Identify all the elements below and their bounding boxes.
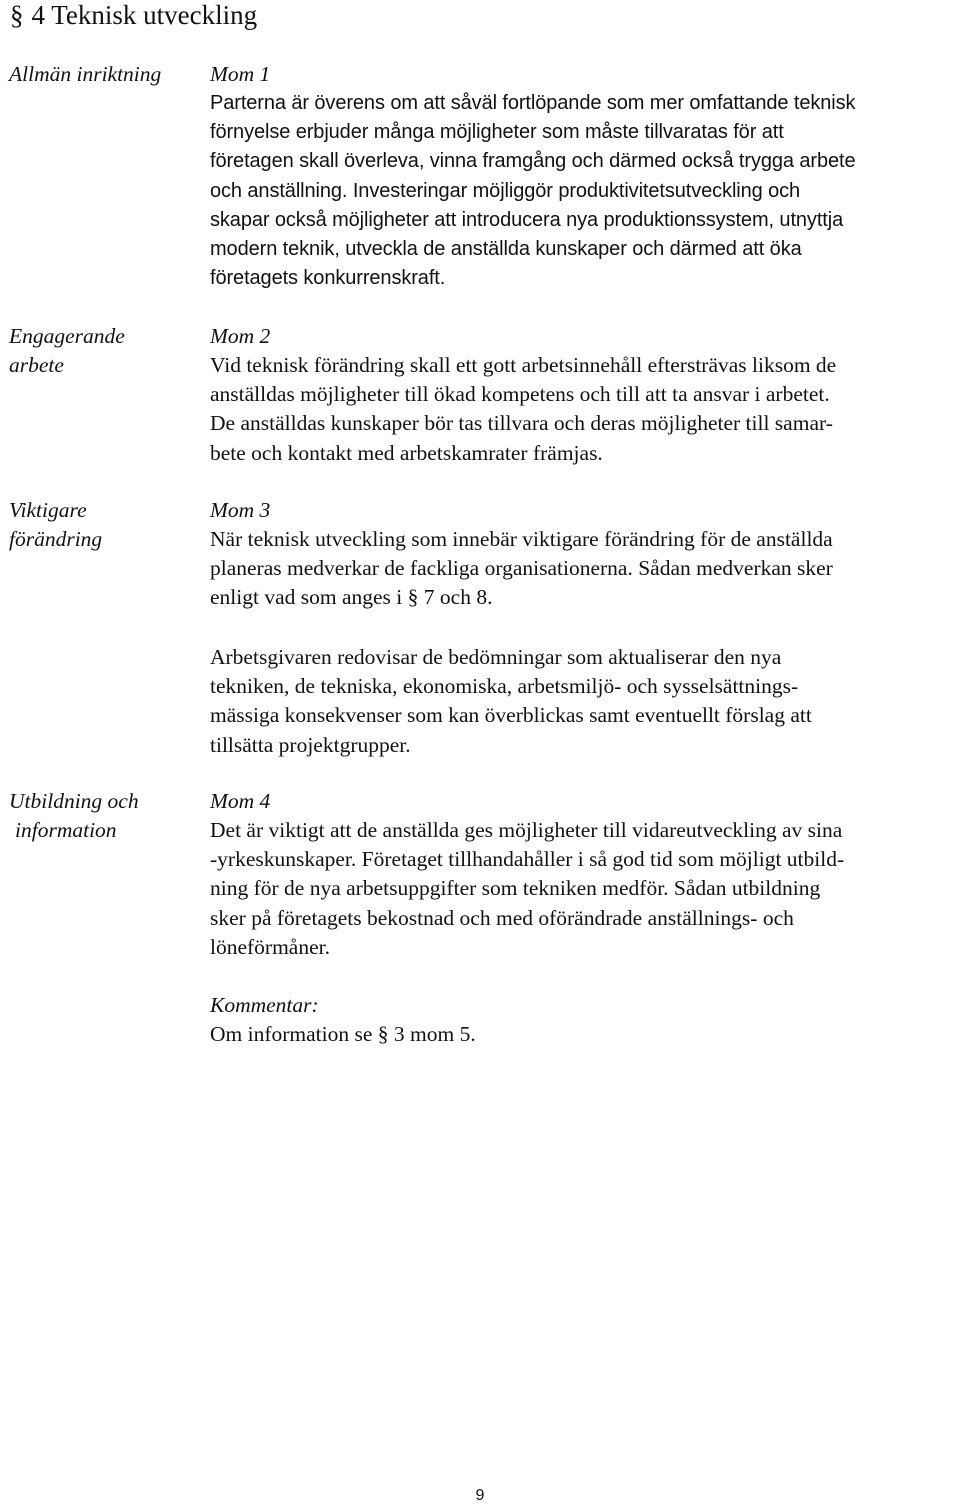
chapter-title: 4 Teknisk utveckling xyxy=(31,0,258,30)
paragraph-line: företagets konkurrenskraft. xyxy=(210,267,446,290)
section-symbol: § xyxy=(10,0,24,30)
mom-4-paragraph xyxy=(210,816,960,962)
paragraph-line: ning för de nya arbetsuppgifter som tekniken medför. Sådan utbildning xyxy=(210,876,821,901)
side-label-line: Utbildning och xyxy=(9,789,139,813)
paragraph-line: När teknisk utveckling som innebär viktigare förändring för de anställda xyxy=(210,527,833,551)
paragraph-line: De anställdas kunskaper bör tas tillvara och deras möjligheter till samar- xyxy=(210,411,833,436)
paragraph-line: sker på företagets bekostnad och med oförändrade anställnings- och xyxy=(210,905,794,930)
paragraph-line: Arbetsgivaren redovisar de bedömningar som aktualiserar den nya xyxy=(210,645,782,669)
mom-heading-2: Mom 2 xyxy=(210,324,271,348)
side-label-line: information xyxy=(15,818,117,843)
paragraph-line: mässiga konsekvenser som kan överblickas samt eventuellt förslag att xyxy=(210,703,812,728)
comment-text xyxy=(210,1020,960,1049)
side-label-line: Engagerande xyxy=(9,324,125,348)
paragraph-line: tekniken, de tekniska, ekonomiska, arbetsmiljö- och sysselsättnings- xyxy=(210,674,799,699)
mom-heading-1: Mom 1 xyxy=(210,62,271,86)
chapter-heading xyxy=(10,0,257,30)
paragraph-line: Det är viktigt att de anställda ges möjligheter till vidareutveckling av sina xyxy=(210,818,843,842)
mom-heading-3: Mom 3 xyxy=(210,498,271,522)
side-label-line: Viktigare xyxy=(9,498,87,522)
comment-label: Kommentar: xyxy=(210,993,319,1017)
paragraph-line: -yrkeskunskaper. Företaget tillhandahåller i så god tid som möjligt utbild- xyxy=(210,847,845,872)
side-label-allman-inriktning xyxy=(9,60,199,89)
paragraph-line: modern teknik, utveckla de anställda kunskaper och därmed att öka xyxy=(210,238,802,261)
page-number: 9 xyxy=(475,1487,485,1504)
mom-3-paragraph-2 xyxy=(210,643,960,760)
paragraph-line: enligt vad som anges i § 7 och 8. xyxy=(210,585,493,610)
paragraph-line: företagen skall överleva, vinna framgång och därmed också trygga arbete xyxy=(210,150,856,173)
mom-heading-4: Mom 4 xyxy=(210,789,271,813)
paragraph-line: skapar också möjligheter att introducera nya produktionssystem, utnyttja xyxy=(210,208,844,231)
paragraph-line: planeras medverkar de fackliga organisationerna. Sådan medverkan sker xyxy=(210,556,833,581)
paragraph-line: Om information se § 3 mom 5. xyxy=(210,1022,476,1046)
paragraph-line: och anställning. Investeringar möjliggör produktivitetsutveckling och xyxy=(210,179,801,202)
side-label-line: arbete xyxy=(9,353,64,378)
paragraph-line: bete och kontakt med arbetskamrater främjas. xyxy=(210,440,603,465)
paragraph-line: förnyelse erbjuder många möjligheter som måste tillvaratas för att xyxy=(210,121,784,144)
side-label-viktigare-forandring xyxy=(9,496,199,554)
side-label-line: Allmän inriktning xyxy=(9,62,162,86)
paragraph-line: tillsätta projektgrupper. xyxy=(210,732,411,757)
side-label-utbildning-och-information xyxy=(9,787,199,845)
mom-1-paragraph xyxy=(210,89,960,293)
mom-2-paragraph xyxy=(210,351,960,468)
mom-3-paragraph xyxy=(210,525,960,613)
paragraph-line: löneförmåner. xyxy=(210,934,330,959)
paragraph-line: Vid teknisk förändring skall ett gott arbetsinnehåll eftersträvas liksom de xyxy=(210,353,837,377)
paragraph-line: Parterna är överens om att såväl fortlöpande som mer omfattande teknisk xyxy=(210,92,856,114)
side-label-line: förändring xyxy=(9,527,103,552)
side-label-engagerande-arbete xyxy=(9,322,199,380)
paragraph-line: anställdas möjligheter till ökad kompetens och till att ta ansvar i arbetet. xyxy=(210,382,830,407)
